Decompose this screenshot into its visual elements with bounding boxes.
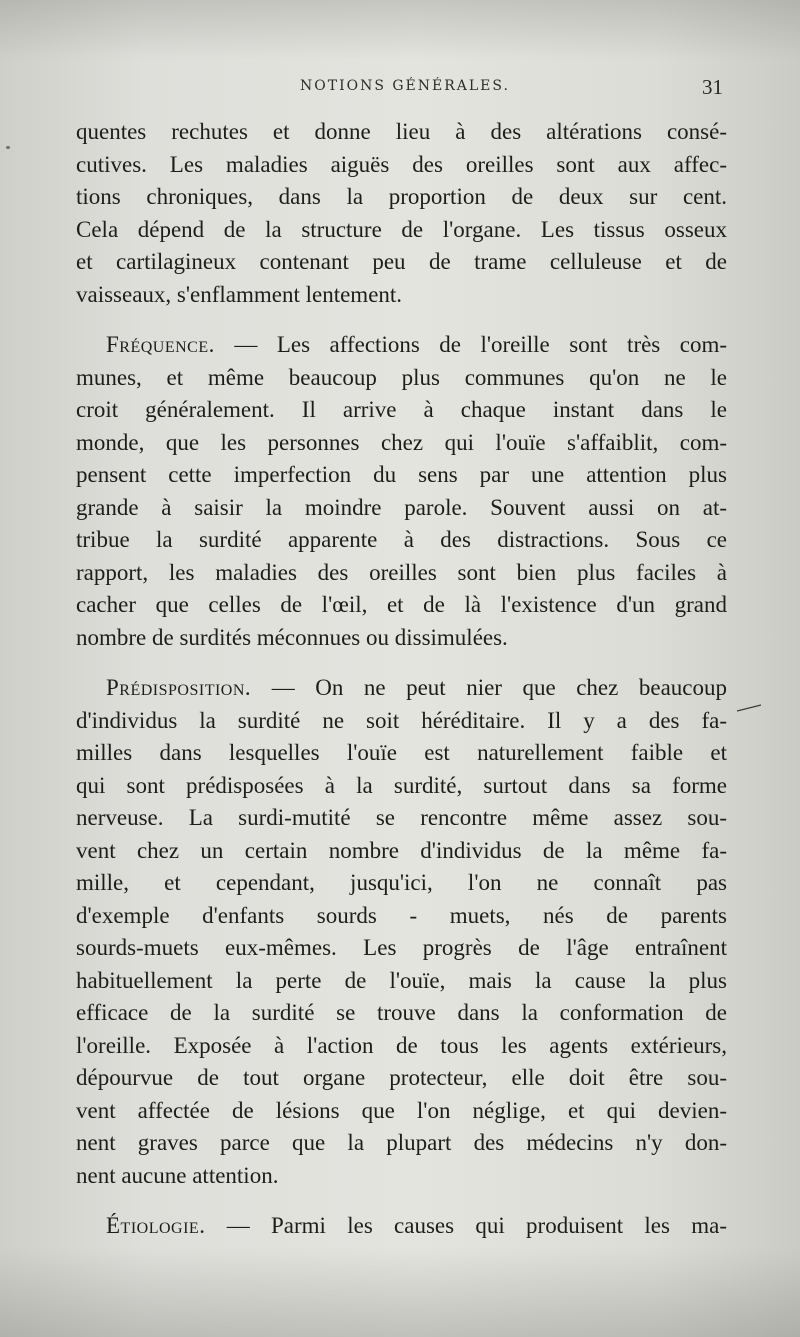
text-line: milles dans lesquelles l'ouïe est naturellement faible et bbox=[76, 740, 727, 765]
text-line: mille, et cependant, jusqu'ici, l'on ne connaît pas bbox=[76, 870, 727, 895]
body-text bbox=[76, 116, 727, 1243]
text-line-with-heading bbox=[76, 329, 727, 362]
pencil-margin-mark bbox=[736, 703, 762, 713]
text-line: l'oreille. Exposée à l'action de tous les agents extérieurs, bbox=[76, 1032, 727, 1058]
page-shadow-bottom bbox=[0, 1247, 800, 1337]
paragraph-gap bbox=[76, 1192, 727, 1210]
page-header bbox=[0, 76, 800, 104]
text-line: tions chroniques, dans la proportion de deux sur cent. bbox=[76, 184, 727, 209]
text-line: cacher que celles de l'œil, et de là l'existence d'un grand bbox=[76, 592, 727, 617]
text-line: quentes rechutes et donne lieu à des altérations consé- bbox=[76, 119, 727, 144]
text-line: tribue la surdité apparente à des distractions. Sous ce bbox=[76, 527, 727, 552]
text-line: qui sont prédisposées à la surdité, surtout dans sa forme bbox=[76, 772, 727, 798]
text-line: grande à saisir la moindre parole. Souvent aussi on at- bbox=[76, 494, 727, 520]
text-line: Cela dépend de la structure de l'organe. Les tissus osseux bbox=[76, 216, 727, 242]
text-line: pensent cette imperfection du sens par une attention plus bbox=[76, 462, 727, 487]
text-line: rapport, les maladies des oreilles sont bien plus faciles à bbox=[76, 559, 727, 585]
text-line-with-heading bbox=[76, 672, 727, 705]
text-line: d'individus la surdité ne soit héréditaire. Il y a des fa- bbox=[76, 707, 727, 733]
text-fragment: — On ne peut nier que chez beaucoup bbox=[251, 675, 727, 700]
section-heading-etiologie: Étiologie. bbox=[106, 1213, 206, 1238]
paragraph-predisposition bbox=[76, 672, 727, 1192]
text-line: efficace de la surdité se trouve dans la conformation de bbox=[76, 1000, 727, 1025]
text-line: vent affectée de lésions que l'on néglige, et qui devien- bbox=[76, 1097, 727, 1123]
text-line: cutives. Les maladies aiguës des oreilles sont aux affec- bbox=[76, 151, 727, 177]
text-line: croit généralement. Il arrive à chaque instant dans le bbox=[76, 397, 727, 422]
text-fragment: — Parmi les causes qui produisent les ma- bbox=[205, 1213, 727, 1238]
text-line: nombre de surdités méconnues ou dissimulées. bbox=[76, 624, 508, 650]
text-line: munes, et même beaucoup plus communes qu'on ne le bbox=[76, 364, 727, 390]
paragraph-gap bbox=[76, 311, 727, 329]
dust-speck bbox=[6, 146, 10, 149]
text-line: monde, que les personnes chez qui l'ouïe s'affaiblit, com- bbox=[76, 429, 727, 455]
text-line: nerveuse. La surdi-mutité se rencontre même assez sou- bbox=[76, 805, 727, 830]
paragraph-etiologie bbox=[76, 1210, 727, 1243]
section-heading-frequence: Fréquence. bbox=[106, 332, 215, 357]
page-number: 31 bbox=[702, 75, 723, 99]
text-line: nent graves parce que la plupart des médecins n'y don- bbox=[76, 1130, 727, 1155]
section-heading-predisposition: Prédisposition. bbox=[106, 675, 252, 700]
text-fragment: — Les affections de l'oreille sont très com- bbox=[214, 332, 727, 357]
text-line-with-heading bbox=[76, 1210, 727, 1243]
text-line: dépourvue de tout organe protecteur, elle doit être sou- bbox=[76, 1065, 727, 1090]
running-head: NOTIONS GÉNÉRALES. bbox=[300, 78, 510, 94]
paragraph-frequence bbox=[76, 329, 727, 654]
text-line: habituellement la perte de l'ouïe, mais la cause la plus bbox=[76, 967, 727, 993]
text-line: nent aucune attention. bbox=[76, 1162, 279, 1188]
text-line: et cartilagineux contenant peu de trame celluleuse et de bbox=[76, 249, 727, 274]
text-line: sourds-muets eux-mêmes. Les progrès de l'âge entraînent bbox=[76, 935, 727, 960]
page-shadow-top bbox=[0, 0, 800, 60]
paragraph-rechutes bbox=[76, 116, 727, 311]
text-line: vaisseaux, s'enflamment lentement. bbox=[76, 281, 403, 307]
text-line: d'exemple d'enfants sourds - muets, nés de parents bbox=[76, 902, 727, 928]
text-line: vent chez un certain nombre d'individus de la même fa- bbox=[76, 837, 727, 863]
paragraph-gap bbox=[76, 654, 727, 672]
